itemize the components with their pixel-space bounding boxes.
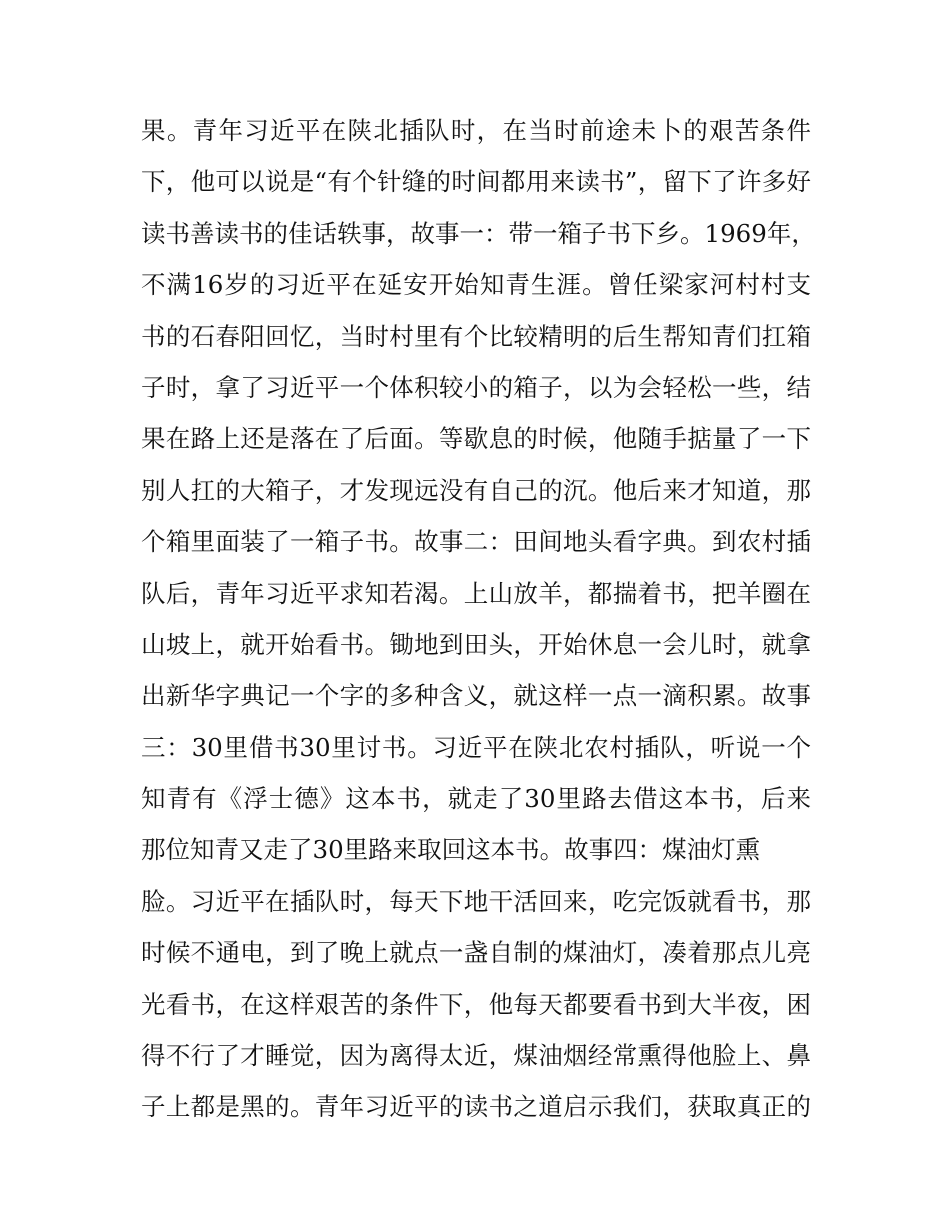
text-line: 时候不通电，到了晚上就点一盏自制的煤油灯，凑着那点儿亮 — [141, 938, 811, 968]
text-line: 山坡上，就开始看书。锄地到田头，开始休息一会儿时，就拿 — [141, 629, 811, 659]
text-line: 读书善读书的佳话轶事，故事一：带一箱子书下乡。1969年， — [141, 218, 816, 248]
text-line: 果在路上还是落在了后面。等歇息的时候，他随手掂量了一下 — [141, 424, 811, 454]
text-line: 脸。习近平在插队时，每天下地干活回来，吃完饭就看书，那 — [141, 886, 811, 916]
text-line: 知青有《浮士德》这本书，就走了30里路去借这本书，后来 — [141, 784, 811, 814]
text-line: 别人扛的大箱子，才发现远没有自己的沉。他后来才知道，那 — [141, 475, 811, 505]
text-line: 果。青年习近平在陕北插队时，在当时前途未卜的艰苦条件 — [141, 116, 811, 145]
text-line: 队后，青年习近平求知若渴。上山放羊，都揣着书，把羊圈在 — [141, 578, 811, 608]
text-line: 三：30里借书30里讨书。习近平在陕北农村插队，听说一个 — [141, 732, 811, 762]
text-line: 书的石春阳回忆，当时村里有个比较精明的后生帮知青们扛箱 — [141, 321, 811, 351]
text-line: 子时，拿了习近平一个体积较小的箱子，以为会轻松一些，结 — [141, 372, 811, 402]
body-text — [141, 111, 821, 1139]
text-line: 下，他可以说是“有个针缝的时间都用来读书”，留下了许多好 — [141, 167, 811, 197]
text-line: 那位知青又走了30里路来取回这本书。故事四：煤油灯熏 — [141, 835, 761, 865]
text-line: 子上都是黑的。青年习近平的读书之道启示我们，获取真正的 — [141, 1092, 811, 1122]
text-line: 出新华字典记一个字的多种含义，就这样一点一滴积累。故事 — [141, 681, 811, 711]
text-line: 得不行了才睡觉，因为离得太近，煤油烟经常熏得他脸上、鼻 — [141, 1041, 811, 1071]
text-line: 光看书，在这样艰苦的条件下，他每天都要看书到大半夜，困 — [141, 989, 811, 1019]
text-line: 个箱里面装了一箱子书。故事二：田间地头看字典。到农村插 — [141, 527, 811, 557]
text-line: 不满16岁的习近平在延安开始知青生涯。曾任梁家河村村支 — [141, 270, 811, 300]
